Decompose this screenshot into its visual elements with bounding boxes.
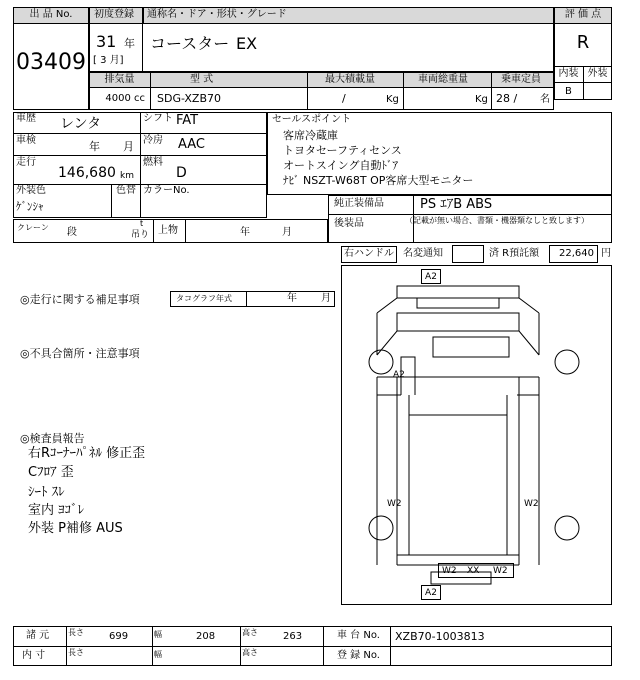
inspector-line: 室内 ﾖｺﾞﾚ [28, 503, 85, 518]
ext-color-value: ｹﾞﾝｼｬ [16, 200, 44, 213]
recycle-label: 済 R預託額 [489, 248, 540, 259]
mileage-unit: km [120, 171, 134, 181]
sales-point: トヨタセーフティセンス [283, 144, 402, 157]
history-value: レンタ [60, 116, 102, 132]
max-load-value: / [342, 92, 346, 105]
width-value: 208 [196, 631, 216, 642]
car-grade: EX [236, 34, 258, 53]
rear-right-damage-code: W2 [493, 566, 508, 576]
jouya-label: 上物 [158, 225, 178, 236]
max-load-label: 最大積載量 [325, 74, 375, 85]
interior-dims-label: 内 寸 [22, 650, 46, 661]
displacement-value: 4000 cc [105, 93, 145, 104]
width-label: 幅 [154, 630, 162, 639]
footer-divider [13, 646, 612, 647]
footer-col-4 [323, 626, 324, 666]
shift-value: FAT [176, 113, 199, 128]
chassis-value: XZB70-1003813 [395, 630, 485, 643]
spec-divider-2 [307, 72, 308, 110]
inspection-year: 年 [89, 140, 100, 153]
aftermarket-label: 後装品 [334, 218, 364, 229]
inspector-line: ｼｰﾄ ｽﾚ [28, 485, 65, 500]
ac-value: AAC [178, 137, 205, 152]
score-divider-2 [554, 82, 612, 83]
jouya-year: 年 [240, 227, 250, 238]
driving-notes-label: ◎走行に関する補足事項 [20, 293, 140, 306]
car-name: コースター [150, 34, 230, 53]
inspection-month: 月 [123, 140, 134, 153]
title-change-label: 名変通知 [403, 248, 443, 259]
length-value: 699 [109, 631, 129, 642]
jouya-month: 月 [282, 227, 292, 238]
capacity-unit: 名 [540, 94, 550, 105]
sales-point: ﾅﾋﾞ NSZT-W68T OP客席大型モニター [283, 174, 474, 187]
dims-label: 諸 元 [26, 630, 50, 641]
spec-divider-4 [491, 72, 492, 110]
gross-weight-label: 車両総重量 [418, 74, 468, 85]
right-rear-damage-code: W2 [524, 499, 539, 509]
displacement-label: 排気量 [104, 74, 135, 85]
length-label: 長さ [68, 648, 84, 657]
registration-label: 登 録 No. [337, 650, 380, 661]
height-label: 高さ [242, 648, 258, 657]
score-label: 評 価 点 [564, 9, 602, 20]
interior-score: B [565, 86, 572, 97]
inspector-label: ◎検査員報告 [20, 432, 85, 445]
height-value: 263 [283, 631, 303, 642]
inspector-line: Cﾌﾛｱ 歪 [28, 465, 74, 480]
chassis-label: 車 台 No. [337, 630, 380, 641]
width-label: 幅 [154, 650, 162, 659]
tacho-divider [246, 291, 247, 307]
model-label: 型 式 [190, 74, 214, 85]
capacity-label: 乗車定員 [501, 74, 541, 85]
inspection-label: 車検 [16, 135, 36, 146]
rear-left-damage-code: W2 [442, 566, 457, 576]
ac-label: 冷房 [143, 135, 163, 146]
exterior-score-label: 外装 [587, 68, 608, 79]
ext-color-label: 外装色 [16, 185, 46, 196]
name-divider [142, 24, 143, 72]
details-col-line [140, 112, 141, 184]
model-value: SDG-XZB70 [157, 92, 222, 105]
fuel-label: 燃料 [143, 157, 163, 168]
footer-col-5 [390, 626, 391, 666]
inspector-line: 外装 P補修 AUS [28, 521, 123, 536]
lot-number-label: 出 品 No. [29, 9, 73, 20]
height-label: 高さ [242, 628, 258, 637]
capacity-value: 28 / [496, 92, 518, 105]
interior-score-label: 内装 [558, 68, 579, 79]
rhd-label: 右ハンドル [344, 248, 394, 259]
length-label: 長さ [68, 628, 84, 637]
footer-col-2 [152, 626, 153, 666]
recycle-value: 22,640 [559, 248, 594, 259]
gross-weight-unit: Kg [475, 94, 488, 105]
front-damage-code: A2 [425, 272, 437, 282]
mileage-label: 走行 [16, 157, 36, 168]
fuel-value: D [176, 165, 187, 181]
equipment-label: 純正装備品 [334, 198, 384, 209]
name-label: 通称名・ドア・形状・グレード [147, 9, 287, 20]
overall-score: R [576, 32, 590, 53]
equipment-value: PS ｴｱB ABS [420, 197, 493, 212]
first-reg-label: 初度登録 [94, 9, 134, 20]
tacho-month: 月 [321, 293, 331, 304]
spec-divider-3 [403, 72, 404, 110]
color-swap-label: 色替 [116, 185, 136, 196]
sales-point: オートスイング自動ﾄﾞｱ [283, 159, 398, 172]
crane-divider-2 [185, 219, 186, 243]
spec-divider-1 [150, 72, 151, 110]
history-label: 車歴 [16, 113, 36, 124]
color-no-label: カラーNo. [143, 185, 190, 196]
rear-center-damage-code: XX [467, 566, 480, 576]
shift-label: シフト [143, 113, 173, 124]
first-reg-year: 31 [96, 32, 117, 51]
first-reg-year-unit: 年 [124, 37, 135, 50]
details-col-line-2 [111, 184, 112, 218]
yen-unit: 円 [601, 248, 611, 259]
crane-divider-1 [153, 219, 154, 243]
crane-label: クレーン [17, 223, 49, 232]
crane-dan: 段 [67, 227, 77, 238]
tacho-year: 年 [287, 293, 297, 304]
footer-col-1 [66, 626, 67, 666]
first-reg-month: [ 3 月] [93, 55, 124, 66]
mileage-value: 146,680 [58, 165, 116, 181]
lot-number: 03409 [16, 50, 86, 75]
rear-damage-code: A2 [425, 588, 437, 598]
footer-col-3 [240, 626, 241, 666]
left-rear-damage-code: W2 [387, 499, 402, 509]
left-damage-code: A2 [393, 370, 405, 380]
bus-outline-diagram [341, 265, 612, 605]
defects-label: ◎不具合箇所・注意事項 [20, 347, 140, 360]
crane-tsuri: 吊り [131, 230, 150, 240]
equipment-divider [328, 214, 612, 215]
sales-point: 客席冷蔵庫 [283, 129, 338, 142]
aftermarket-note: （記載が無い場合、書類・機器類なしと致します） [405, 216, 589, 225]
details-col-line-3 [140, 184, 141, 218]
inspector-line: 右Rｺｰﾅｰﾊﾟﾈﾙ 修正歪 [28, 446, 146, 461]
max-load-unit: Kg [386, 94, 399, 105]
sales-points-label: セールスポイント [272, 114, 352, 125]
crane-t: t [140, 219, 144, 228]
tacho-label: タコグラフ年式 [176, 294, 232, 303]
title-change-box [452, 245, 484, 263]
specs-header [89, 72, 554, 88]
